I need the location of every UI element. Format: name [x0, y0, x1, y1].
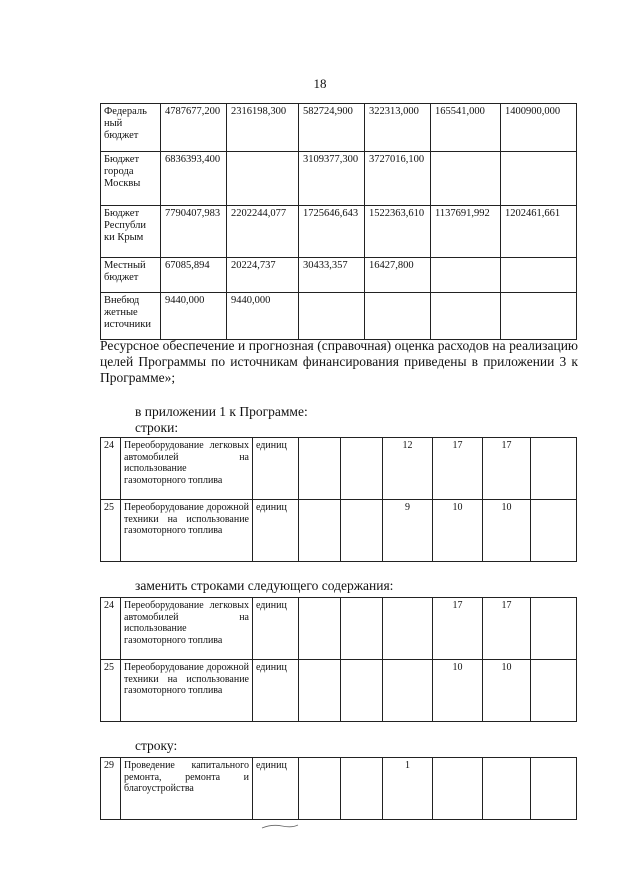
budget-source-label: Бюджет города Москвы — [101, 152, 161, 206]
row-unit: единиц — [253, 598, 299, 660]
budget-source-label: Местный бюджет — [101, 258, 161, 293]
row-value-cell — [299, 438, 341, 500]
resource-paragraph: Ресурсное обеспечение и прогнозная (справочная) оценка расходов на реализацию целей Программы по источникам финансирования приведены в приложении 3 к Программе»; — [100, 338, 578, 385]
row-value-cell: 17 — [433, 438, 483, 500]
row-name: Переоборудование легковых автомобилей на использование газомоторного топлива — [121, 598, 253, 660]
row-value-cell — [531, 438, 577, 500]
budget-value-cell: 2316198,300 — [227, 104, 299, 152]
row-value-cell — [483, 758, 531, 820]
row-value-cell: 10 — [483, 500, 531, 562]
row-unit: единиц — [253, 758, 299, 820]
budget-value-cell: 3727016,100 — [365, 152, 431, 206]
row-value-cell: 10 — [433, 660, 483, 722]
row-name: Переоборудование легковых автомобилей на использование газомоторного топлива — [121, 438, 253, 500]
budget-row — [101, 258, 577, 293]
budget-value-cell: 30433,357 — [299, 258, 365, 293]
budget-value-cell — [431, 293, 501, 340]
budget-value-cell: 3109377,300 — [299, 152, 365, 206]
budget-value-cell: 9440,000 — [161, 293, 227, 340]
row-number: 24 — [101, 598, 121, 660]
new-rows-table — [100, 597, 577, 722]
row-value-cell — [531, 500, 577, 562]
row-label: строку: — [135, 738, 178, 753]
row-name: Проведение капитального ремонта, ремонта и благоустройства — [121, 758, 253, 820]
appendix-line: в приложении 1 к Программе: — [135, 404, 308, 419]
row-value-cell: 17 — [483, 438, 531, 500]
budget-value-cell: 165541,000 — [431, 104, 501, 152]
budget-source-label: Внебюд жетные источники — [101, 293, 161, 340]
row-number: 25 — [101, 660, 121, 722]
budget-source-label: Федераль ный бюджет — [101, 104, 161, 152]
budget-value-cell: 16427,800 — [365, 258, 431, 293]
row-value-cell: 12 — [383, 438, 433, 500]
budget-value-cell — [501, 293, 577, 340]
budget-value-cell: 582724,900 — [299, 104, 365, 152]
budget-value-cell — [431, 258, 501, 293]
program-row — [101, 500, 577, 562]
budget-row — [101, 152, 577, 206]
budget-row — [101, 206, 577, 258]
budget-value-cell — [299, 293, 365, 340]
budget-value-cell — [431, 152, 501, 206]
budget-row — [101, 104, 577, 152]
row-value-cell — [341, 500, 383, 562]
budget-value-cell: 4787677,200 — [161, 104, 227, 152]
budget-value-cell: 2202244,077 — [227, 206, 299, 258]
old-rows-table — [100, 437, 577, 562]
row-value-cell — [341, 598, 383, 660]
budget-source-label: Бюджет Республи ки Крым — [101, 206, 161, 258]
budget-value-cell: 322313,000 — [365, 104, 431, 152]
row-value-cell — [531, 598, 577, 660]
row-value-cell — [531, 758, 577, 820]
budget-value-cell — [501, 152, 577, 206]
budget-value-cell: 1522363,610 — [365, 206, 431, 258]
row-value-cell: 17 — [433, 598, 483, 660]
budget-value-cell — [501, 258, 577, 293]
pen-mark — [260, 822, 300, 830]
budget-value-cell: 1400900,000 — [501, 104, 577, 152]
row-unit: единиц — [253, 500, 299, 562]
budget-value-cell: 1137691,992 — [431, 206, 501, 258]
budget-value-cell: 7790407,983 — [161, 206, 227, 258]
program-row — [101, 438, 577, 500]
row-value-cell: 9 — [383, 500, 433, 562]
row-unit: единиц — [253, 660, 299, 722]
row-number: 24 — [101, 438, 121, 500]
row-value-cell — [341, 660, 383, 722]
budget-value-cell: 9440,000 — [227, 293, 299, 340]
budget-value-cell — [227, 152, 299, 206]
row-value-cell — [341, 438, 383, 500]
row-value-cell: 1 — [383, 758, 433, 820]
row-value-cell: 10 — [483, 660, 531, 722]
budget-row — [101, 293, 577, 340]
row-value-cell: 17 — [483, 598, 531, 660]
budget-value-cell: 67085,894 — [161, 258, 227, 293]
row-value-cell — [341, 758, 383, 820]
row-value-cell — [299, 758, 341, 820]
row-name: Переоборудование дорожной техники на использование газомоторного топлива — [121, 500, 253, 562]
row-value-cell: 10 — [433, 500, 483, 562]
row-value-cell — [299, 500, 341, 562]
row-number: 25 — [101, 500, 121, 562]
budget-value-cell: 6836393,400 — [161, 152, 227, 206]
budget-value-cell: 1725646,643 — [299, 206, 365, 258]
program-row — [101, 660, 577, 722]
program-row — [101, 598, 577, 660]
row-value-cell — [383, 660, 433, 722]
row-value-cell — [299, 598, 341, 660]
budget-table — [100, 103, 577, 340]
budget-value-cell: 1202461,661 — [501, 206, 577, 258]
row-value-cell — [531, 660, 577, 722]
replace-label: заменить строками следующего содержания: — [135, 578, 394, 593]
rows-label: строки: — [135, 420, 179, 435]
single-row-table — [100, 757, 577, 820]
row-value-cell — [433, 758, 483, 820]
program-row — [101, 758, 577, 820]
row-number: 29 — [101, 758, 121, 820]
page-number: 18 — [313, 76, 327, 91]
budget-value-cell: 20224,737 — [227, 258, 299, 293]
budget-value-cell — [365, 293, 431, 340]
row-name: Переоборудование дорожной техники на использование газомоторного топлива — [121, 660, 253, 722]
row-unit: единиц — [253, 438, 299, 500]
row-value-cell — [383, 598, 433, 660]
row-value-cell — [299, 660, 341, 722]
